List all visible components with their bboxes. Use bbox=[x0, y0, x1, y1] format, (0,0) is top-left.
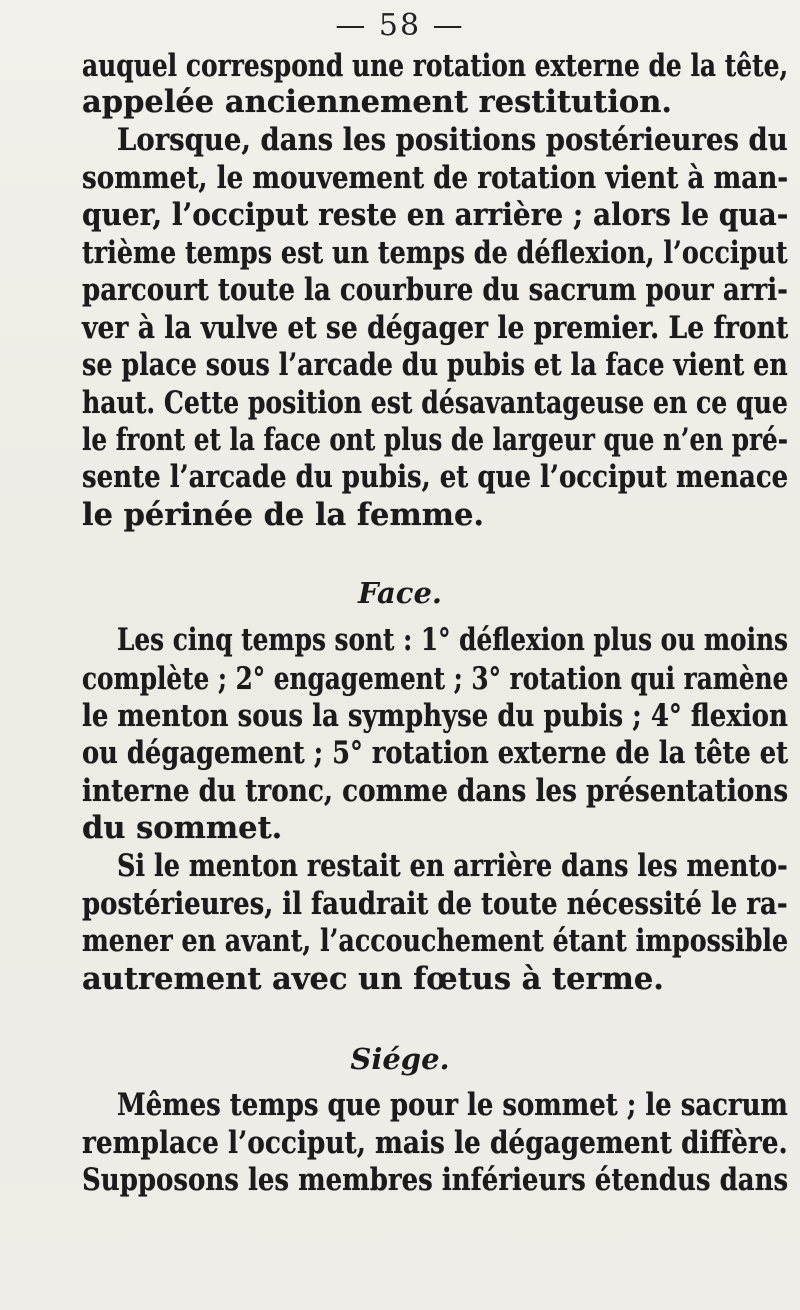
text-line: le menton sous la symphyse du pubis ; 4° flexion bbox=[82, 698, 788, 734]
text-line: complète ; 2° engagement ; 3° rotation qui ramène bbox=[82, 661, 789, 697]
text-line: autrement avec un fœtus à terme. bbox=[82, 961, 664, 997]
text-line: quer, l’occiput reste en arrière ; alors le qua- bbox=[82, 197, 789, 233]
text-line: le front et la face ont plus de largeur que n’en pré- bbox=[82, 422, 789, 458]
section-heading-face: Face. bbox=[358, 576, 442, 610]
text-line: postérieures, il faudrait de toute nécessité le ra- bbox=[82, 886, 788, 922]
text-line: le périnée de la femme. bbox=[82, 497, 485, 533]
text-line: mener en avant, l’accouchement étant impossible bbox=[82, 923, 789, 959]
text-line: trième temps est un temps de déflexion, l’occiput bbox=[82, 235, 788, 271]
section-heading-siege: Siége. bbox=[350, 1042, 450, 1076]
text-line: appelée anciennement restitution. bbox=[82, 84, 673, 120]
text-line: auquel correspond une rotation externe de la tête, bbox=[82, 48, 789, 84]
text-line: Supposons les membres inférieurs étendus dans bbox=[82, 1162, 789, 1198]
text-line: Si le menton restait en arrière dans les mento- bbox=[117, 848, 788, 884]
text-line: ver à la vulve et se dégager le premier. Le front bbox=[82, 310, 789, 346]
text-line: du sommet. bbox=[82, 810, 283, 846]
text-line: ou dégagement ; 5° rotation externe de la tête et bbox=[82, 735, 789, 771]
text-line: remplace l’occiput, mais le dégagement diffère. bbox=[82, 1125, 788, 1161]
text-line: Mêmes temps que pour le sommet ; le sacrum bbox=[117, 1087, 788, 1123]
page-number: — 58 — bbox=[335, 8, 465, 43]
text-line: sente l’arcade du pubis, et que l’occiput menace bbox=[82, 459, 789, 495]
text-line: haut. Cette position est désavantageuse en ce que bbox=[82, 385, 788, 421]
text-line: Les cinq temps sont : 1° déflexion plus ou moins bbox=[117, 622, 788, 658]
text-line: se place sous l’arcade du pubis et la face vient en bbox=[82, 347, 788, 383]
text-line: parcourt toute la courbure du sacrum pour arri- bbox=[82, 272, 788, 308]
text-line: sommet, le mouvement de rotation vient à man- bbox=[82, 160, 789, 196]
text-line: Lorsque, dans les positions postérieures du bbox=[117, 122, 788, 158]
text-line: interne du tronc, comme dans les présentations bbox=[82, 773, 789, 809]
